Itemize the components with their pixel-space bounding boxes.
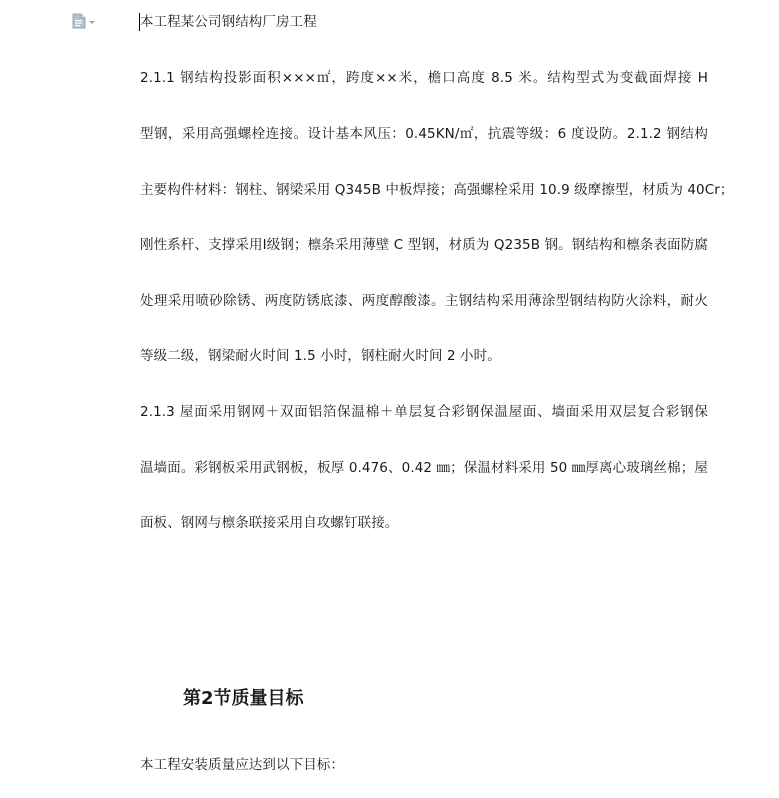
caret-down-icon <box>89 21 95 24</box>
paragraph-line: 2.1.1 钢结构投影面积×××㎡，跨度××米，檐口高度 8.5 米。结构型式为变截面焊接 H <box>140 70 708 86</box>
document-icon <box>72 13 86 29</box>
paragraph-line: 本工程安装质量应达到以下目标： <box>140 757 344 773</box>
paragraph-line: 等级二级，钢梁耐火时间 1.5 小时，钢柱耐火时间 2 小时。 <box>140 348 501 364</box>
paragraph-line: 2.1.3 屋面采用钢网＋双面铝箔保温棉＋单层复合彩钢保温屋面、墙面采用双层复合彩钢保 <box>140 404 708 420</box>
paragraph-line: 温墙面。彩钢板采用武钢板，板厚 0.476、0.42 ㎜；保温材料采用 50 ㎜厚离心玻璃丝棉；屋 <box>140 460 708 476</box>
paragraph-line: 面板、钢网与檩条联接采用自攻螺钉联接。 <box>140 515 399 531</box>
paragraph-line: 处理采用喷砂除锈、两度防锈底漆、两度醇酸漆。主钢结构采用薄涂型钢结构防火涂料，耐火 <box>140 293 708 309</box>
paragraph-line: 主要构件材料：钢柱、钢梁采用 Q345B 中板焊接；高强螺栓采用 10.9 级摩擦型，材质为 40Cr； <box>140 182 734 198</box>
paragraph-line: 刚性系杆、支撑采用Ⅰ级钢；檩条采用薄壁 C 型钢，材质为 Q235B 钢。钢结构和檩条表面防腐 <box>140 237 708 253</box>
paragraph-line: 型钢，采用高强螺栓连接。设计基本风压：0.45KN/㎡，抗震等级：6 度设防。2.1.2 钢结构 <box>140 126 708 142</box>
document-menu-button[interactable] <box>72 13 95 29</box>
section-heading: 第2节质量目标 <box>183 688 304 709</box>
document-title-line: 本工程某公司钢结构厂房工程 <box>140 14 317 30</box>
